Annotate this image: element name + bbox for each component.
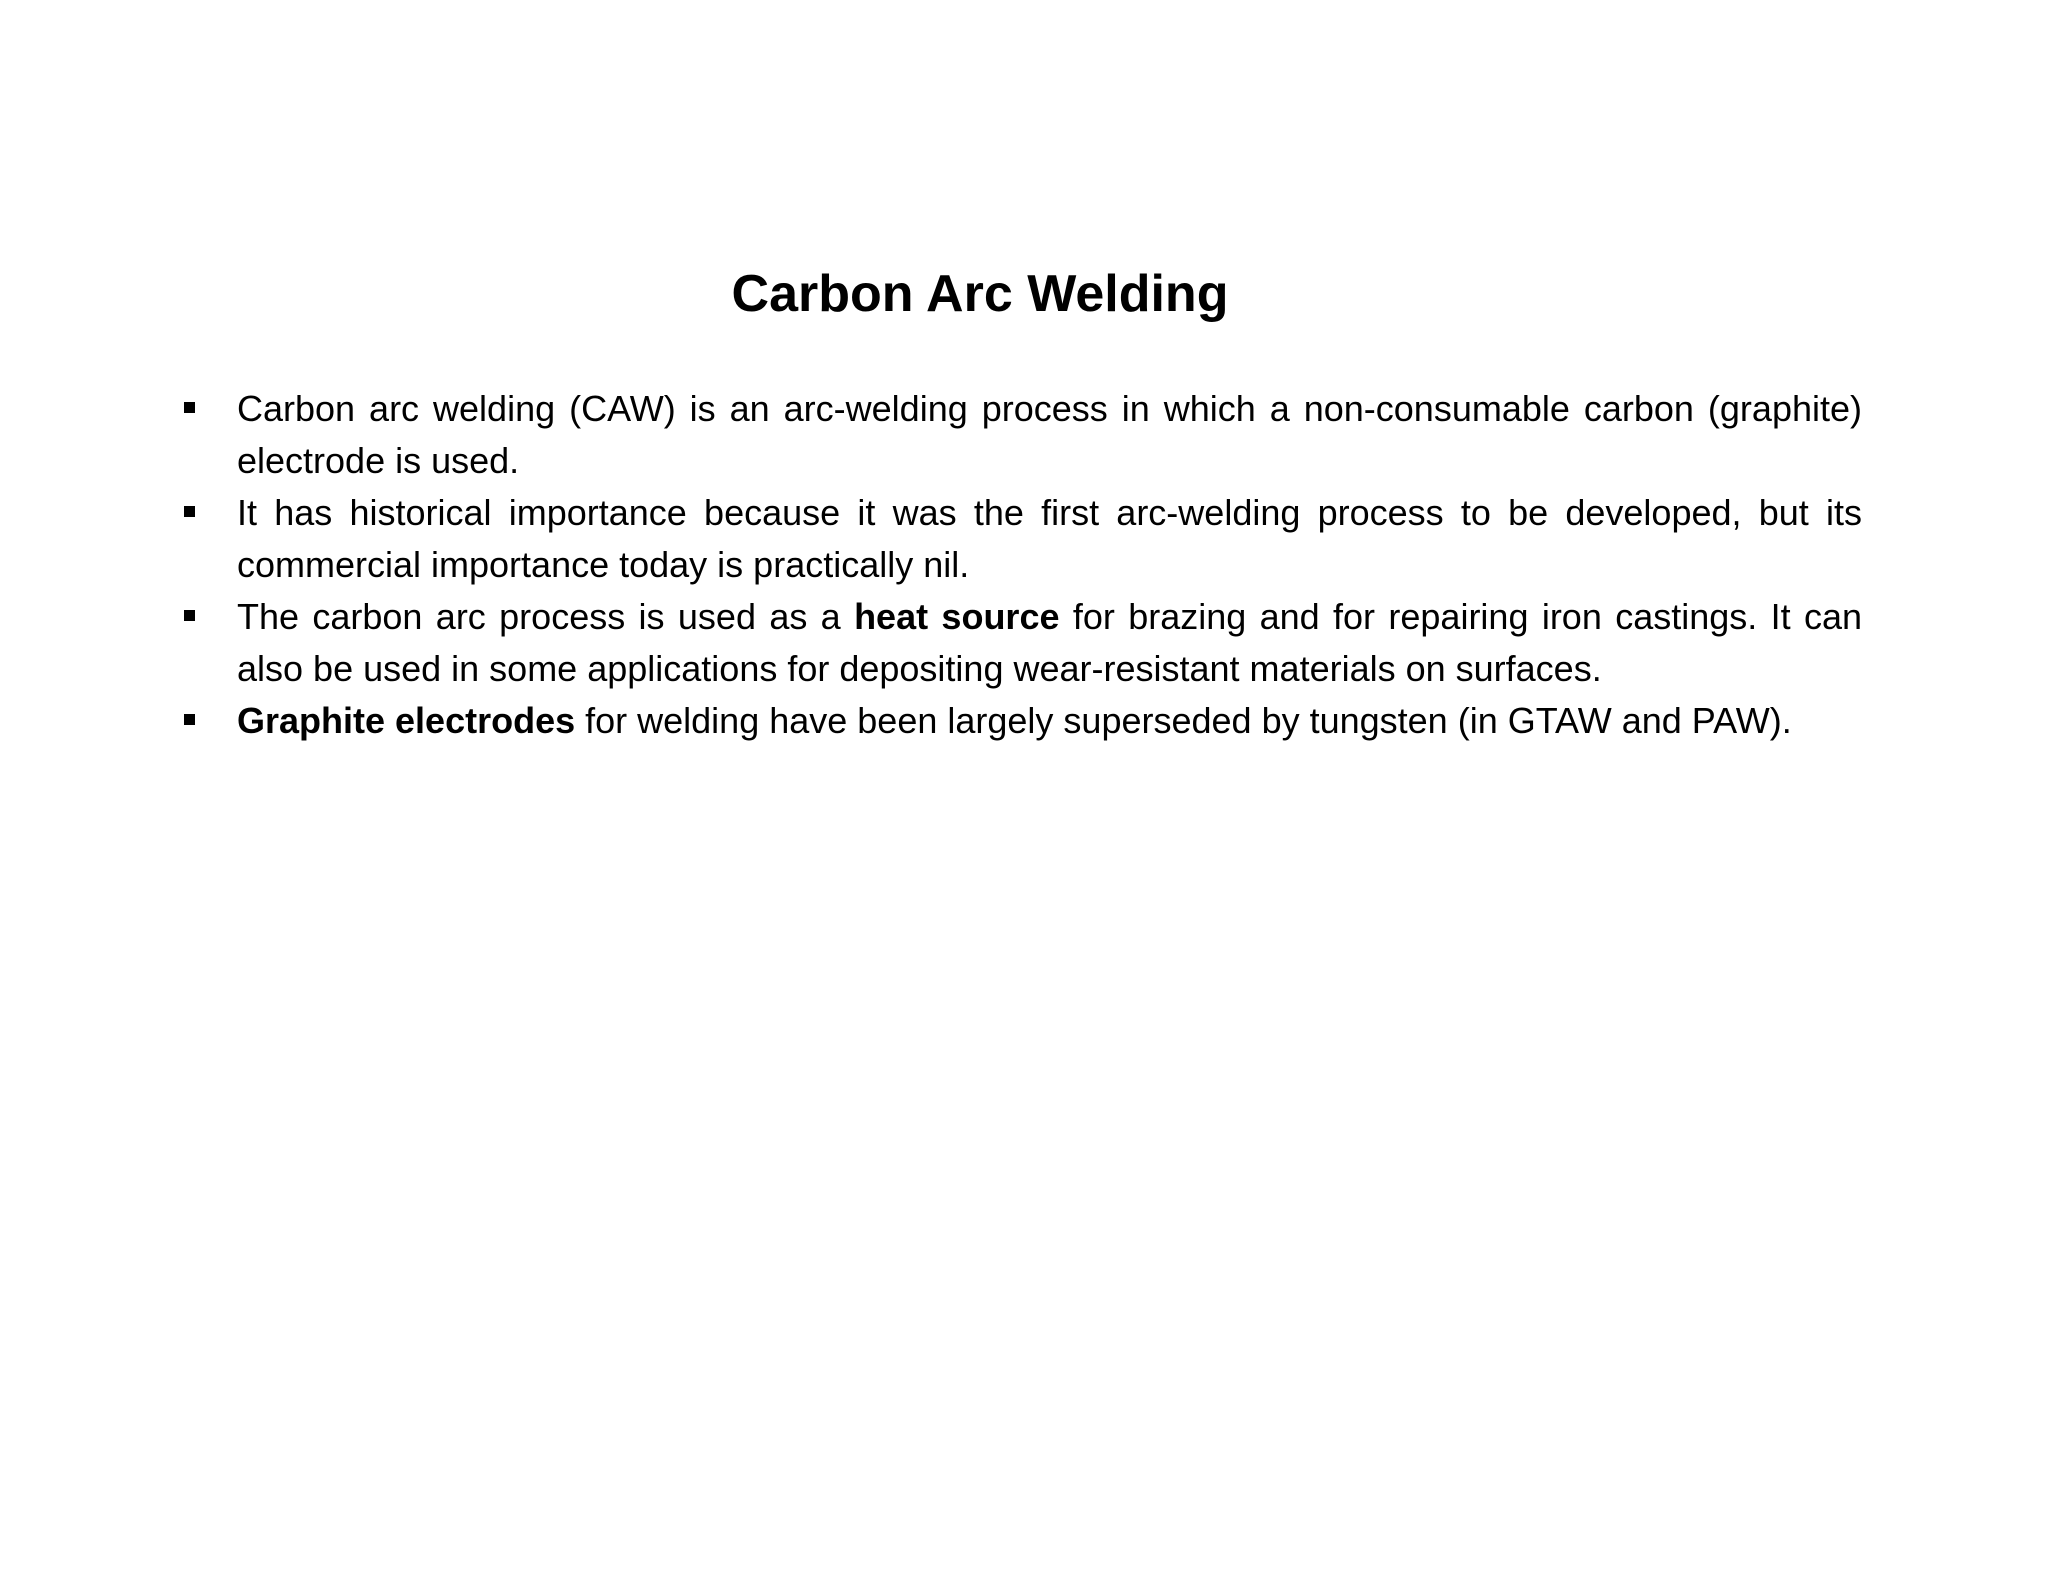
bullet-text: Carbon arc welding (CAW) is an arc-welding process in which a non-consumable carbon (graphite) electrode is used. [237,388,1862,481]
bullet-item [237,591,1862,695]
bullet-bold-term: Graphite electrodes [237,700,576,741]
square-bullet-icon [184,506,195,517]
bullet-item [237,383,1862,487]
square-bullet-icon [184,402,195,413]
bullet-list [237,383,1862,747]
square-bullet-icon [184,714,195,725]
bullet-item [237,487,1862,591]
square-bullet-icon [184,610,195,621]
bullet-text: for brazing and for repairing iron castings. It can also be used in some applications for depositing wear-resistant materials on surfaces. [237,596,1863,689]
bullet-bold-term: heat source [854,596,1060,637]
bullet-text: It has historical importance because it was the first arc-welding process to be developed, but its commercial importance today is practically nil. [237,492,1862,585]
slide-title: Carbon Arc Welding [731,265,1229,323]
bullet-text: The carbon arc process is used as a [237,596,855,637]
bullet-text: for welding have been largely superseded by tungsten (in GTAW and PAW). [575,700,1792,741]
bullet-item [237,695,1862,747]
